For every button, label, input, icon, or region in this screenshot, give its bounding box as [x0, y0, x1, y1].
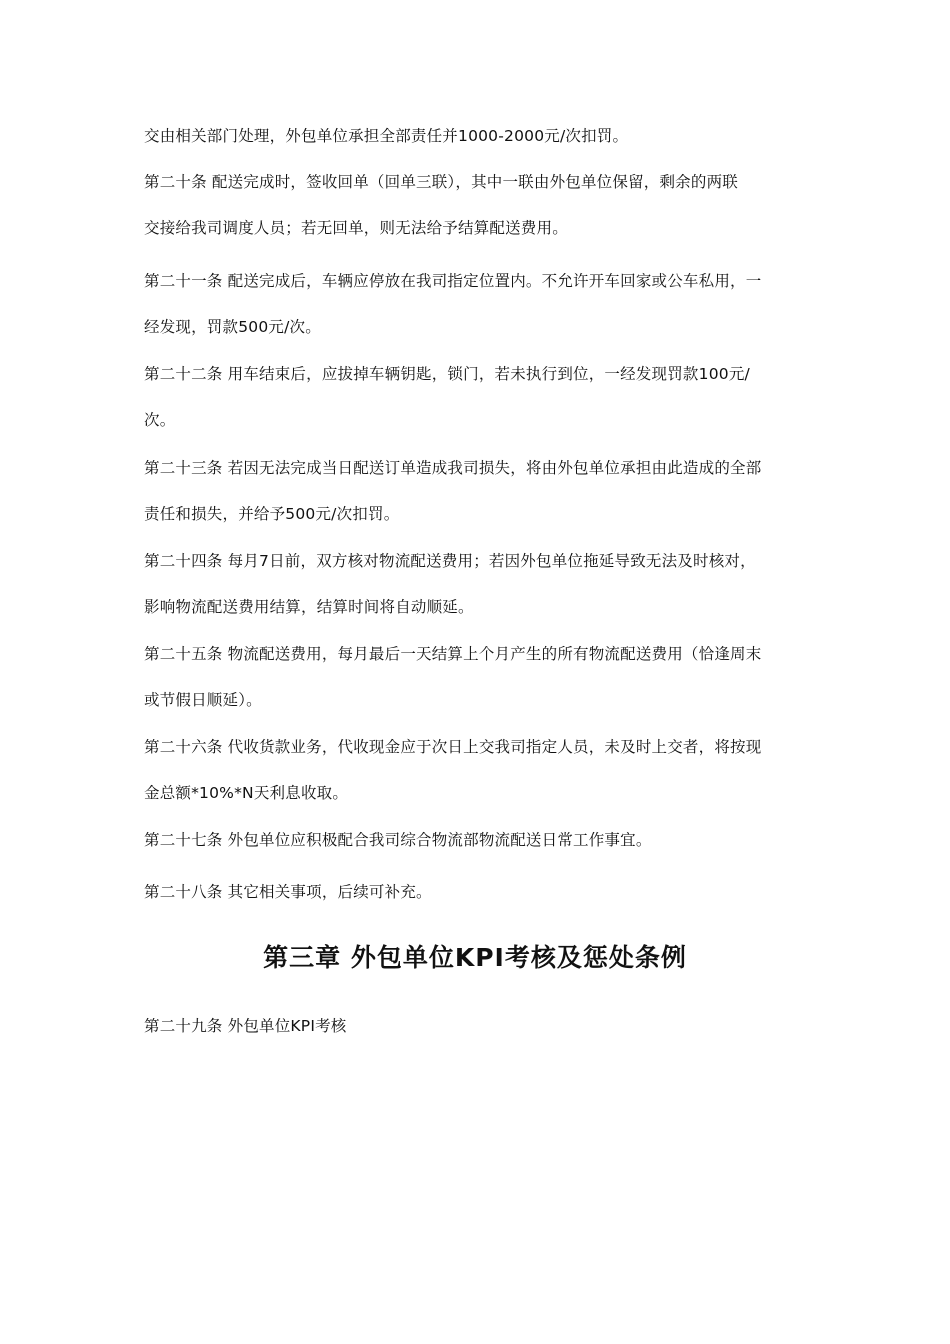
text-line: 交由相关部门处理，外包单位承担全部责任并1000-2000元/次扣罚。 [144, 127, 629, 145]
article-21 [144, 258, 810, 350]
text-line: 第二十条 配送完成时，签收回单（回单三联），其中一联由外包单位保留，剩余的两联 [144, 173, 738, 191]
text-line: 经发现，罚款500元/次。 [144, 318, 321, 336]
article-22 [144, 351, 810, 443]
text-line: 责任和损失，并给予500元/次扣罚。 [144, 505, 400, 523]
article-26 [144, 724, 810, 816]
article-20 [144, 159, 810, 251]
article-23 [144, 445, 810, 537]
article-24 [144, 538, 810, 630]
text-line: 影响物流配送费用结算，结算时间将自动顺延。 [144, 598, 474, 616]
text-line: 或节假日顺延）。 [144, 691, 262, 709]
text-line: 第二十三条 若因无法完成当日配送订单造成我司损失，将由外包单位承担由此造成的全部 [144, 459, 762, 477]
text-line: 第二十一条 配送完成后，车辆应停放在我司指定位置内。不允许开车回家或公车私用，一 [144, 272, 762, 290]
text-line: 第二十七条 外包单位应积极配合我司综合物流部物流配送日常工作事宜。 [144, 831, 652, 849]
text-line: 交接给我司调度人员；若无回单，则无法给予结算配送费用。 [144, 219, 568, 237]
text-line: 第二十二条 用车结束后，应拔掉车辆钥匙，锁门，若未执行到位，一经发现罚款100元/ [144, 365, 750, 383]
article-28 [144, 869, 810, 915]
article-29 [144, 1003, 810, 1049]
text-line: 第二十六条 代收货款业务，代收现金应于次日上交我司指定人员，未及时上交者，将按现 [144, 738, 762, 756]
text-line: 第二十四条 每月7日前，双方核对物流配送费用；若因外包单位拖延导致无法及时核对， [144, 552, 756, 570]
text-line: 次。 [144, 411, 176, 429]
text-line: 金总额*10%*N天利息收取。 [144, 784, 349, 802]
article-25 [144, 631, 810, 723]
chapter-title: 第三章 外包单位KPI考核及惩处条例 [263, 943, 687, 972]
paragraph-continuation [144, 113, 810, 159]
article-27 [144, 817, 810, 863]
text-line: 第二十九条 外包单位KPI考核 [144, 1017, 347, 1035]
text-line: 第二十八条 其它相关事项，后续可补充。 [144, 883, 432, 901]
text-line: 第二十五条 物流配送费用，每月最后一天结算上个月产生的所有物流配送费用（恰逢周末 [144, 645, 762, 663]
